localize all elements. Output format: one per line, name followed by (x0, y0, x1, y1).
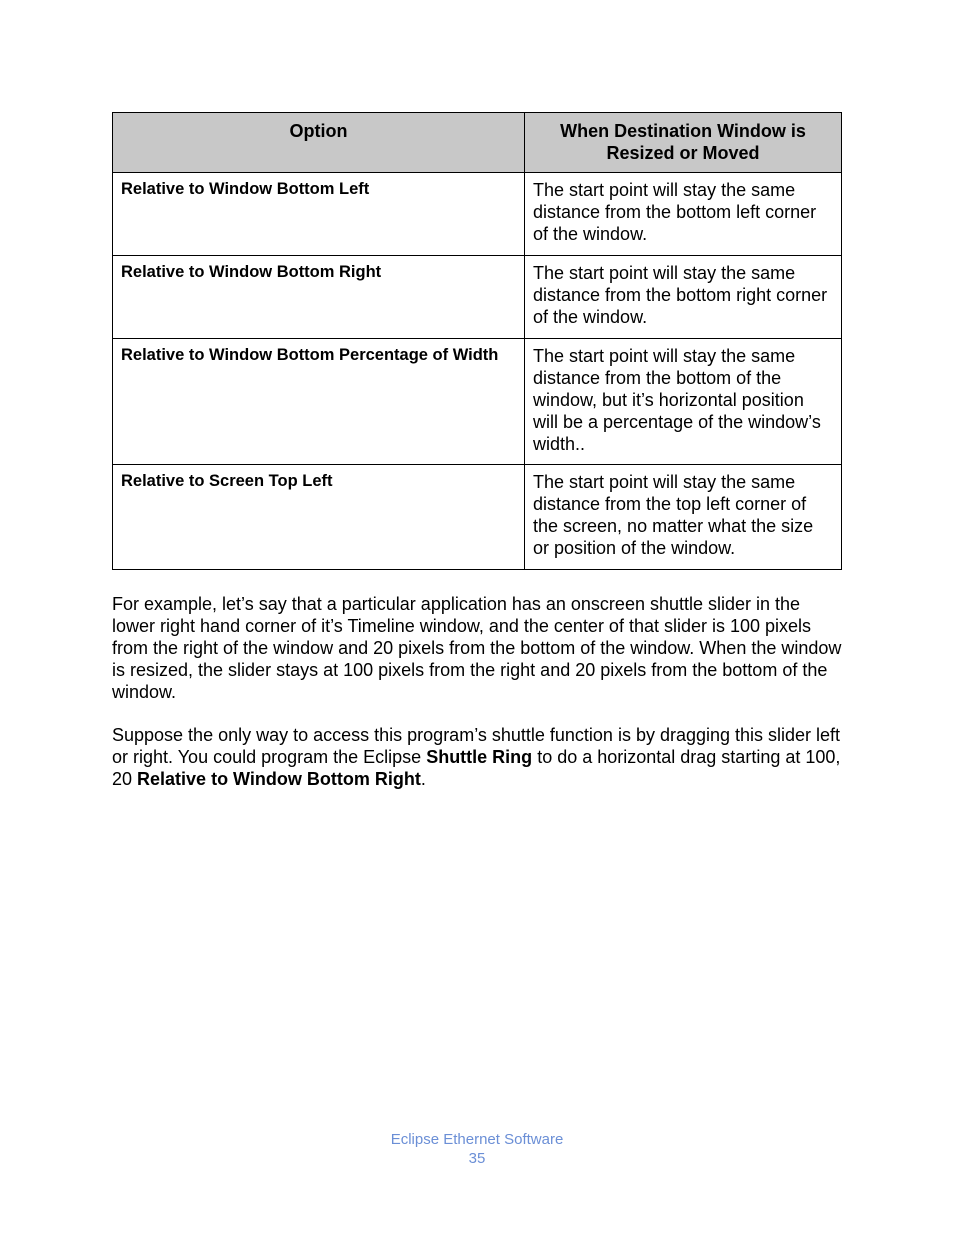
table-header-row (113, 113, 842, 173)
shuttle-ring-term: Shuttle Ring (426, 747, 533, 767)
options-table (112, 112, 842, 570)
description-cell: The start point will stay the same distance from the top left corner of the screen, no matter what the size or position of the window. (525, 465, 842, 570)
table-row (113, 256, 842, 339)
header-option: Option (113, 113, 525, 173)
footer-title: Eclipse Ethernet Software (390, 1131, 564, 1148)
shuttle-paragraph (112, 724, 847, 790)
paragraph-text: to do a horizontal drag starting at 100, 20 (112, 747, 841, 789)
option-cell: Relative to Window Bottom Percentage of Width (113, 339, 525, 465)
paragraph-text: . (420, 769, 426, 789)
paragraph-text: Suppose the only way to access this program’s shuttle function is by dragging this slider left or right. You could program the Eclipse (112, 725, 841, 767)
header-when-resized: When Destination Window is Resized or Moved (525, 113, 842, 173)
table-row (113, 339, 842, 465)
description-cell: The start point will stay the same distance from the bottom left corner of the window. (525, 173, 842, 256)
description-cell: The start point will stay the same distance from the bottom right corner of the window. (525, 256, 842, 339)
example-paragraph: For example, let’s say that a particular application has an onscreen shuttle slider in the lower right hand corner of it’s Timeline window, and the center of that slider is 100 pixels from the right of the window and 20 pixels from the bottom of the window. When the window is resized, the slider stays at 100 pixels from the right and 20 pixels from the bottom of the window. (112, 594, 842, 702)
option-cell: Relative to Screen Top Left (113, 465, 525, 570)
page-number: 35 (468, 1150, 486, 1167)
option-cell: Relative to Window Bottom Left (113, 173, 525, 256)
description-cell: The start point will stay the same distance from the bottom of the window, but it’s horizontal position will be a percentage of the window’s width.. (525, 339, 842, 465)
relative-bottom-right-term: Relative to Window Bottom Right (137, 769, 421, 789)
table-row (113, 465, 842, 570)
table-row (113, 173, 842, 256)
option-cell: Relative to Window Bottom Right (113, 256, 525, 339)
